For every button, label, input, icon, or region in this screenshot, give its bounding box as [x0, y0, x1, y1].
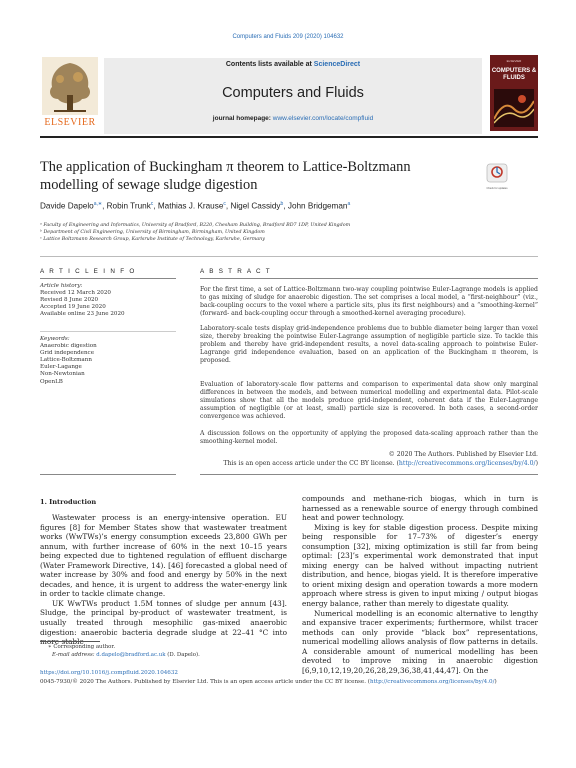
contents-line: [104, 61, 482, 68]
history-rule: [40, 331, 176, 332]
intro-paragraph: Numerical modelling is an economic alternative to lengthy and expansive tracer experiments; furthermore, whilst tracer methods can only provide “black box” representations, numerical modelling allows analysis of flow patterns in details. A considerable amount of numerical modelling has been devoted to improve mixing in anaerobic digestion [6,9,10,12,19,20,26,28,29,36,38,41,44,47]. On the: [302, 608, 538, 675]
keyword-item: Grid independence: [40, 350, 95, 357]
history-accepted: Accepted 19 June 2020: [40, 304, 106, 311]
author-affiliation-mark[interactable]: a,∗: [93, 201, 103, 207]
history-online: Available online 23 June 2020: [40, 311, 125, 318]
author-affiliation-mark[interactable]: c: [223, 201, 226, 207]
author-name[interactable]: Davide Dapelo: [40, 201, 94, 211]
abstract-rule: [200, 278, 538, 279]
doi-link[interactable]: https://doi.org/10.1016/j.compfluid.2020.104632: [40, 670, 178, 676]
article-title: [40, 158, 460, 194]
email-label: E-mail address:: [52, 652, 97, 658]
homepage-link[interactable]: www.elsevier.com/locate/compfluid: [272, 115, 374, 122]
affiliation-c: ᶜ Lattice Boltzmann Research Group, Karlsruhe Institute of Technology, Karlsruhe, Germany: [40, 237, 265, 242]
article-info-rule: [40, 278, 176, 279]
affiliation-b: ᵇ Department of Civil Engineering, University of Birmingham, Birmingham, United Kingdom: [40, 230, 265, 235]
cover-title: COMPUTERS & FLUIDS: [491, 68, 537, 81]
journal-title: Computers and Fluids: [222, 85, 364, 101]
author-affiliation-mark[interactable]: a: [347, 201, 351, 207]
author-list: Davide Dapelo$^{a,∗}$, Robin Trunk$^c$, Mathias J. Krause$^c$, Nigel Cassidy$^b$, John Bridgeman$^a$: [40, 201, 351, 211]
cover-publisher-tag: ELSEVIER: [506, 59, 522, 63]
check-for-updates-label: Check for updates: [486, 187, 508, 190]
footnote-rule: [40, 641, 100, 642]
homepage-line: [104, 115, 482, 122]
elsevier-logo[interactable]: [40, 55, 100, 132]
footer-license-link[interactable]: http://creativecommons.org/licenses/by/4.0/: [369, 679, 495, 685]
author-affiliation-mark[interactable]: c: [150, 201, 154, 207]
abstract-copyright: © 2020 The Authors. Published by Elsevier Ltd.: [388, 451, 538, 458]
author-affiliation-mark[interactable]: b: [280, 201, 284, 207]
abstract-paragraph-4: A discussion follows on the opportunity of applying the proposed data-scaling approach rather than the smoothing-kernel model.: [200, 430, 538, 446]
title-line-1: The application of Buckingham π theorem to Lattice-Boltzmann: [40, 159, 411, 175]
abstract-paragraph-2: Laboratory-scale tests display grid-independence problems due to bubble diameter being larger than voxel size, thereby breaking the pointwise Euler-Lagrange assumption of negligible particle size. To tackle this problem and thereby have grid-independent results, a novel data-scaling approach to pointwise Euler-Lagrange grid independence evaluation, based on an application of the Buckingham π theorem, is proposed.: [200, 325, 538, 365]
license-suffix: ): [535, 460, 538, 467]
cover-artwork: [494, 89, 534, 127]
keyword-item: OpenLB: [40, 378, 63, 385]
sciencedirect-link[interactable]: ScienceDirect: [313, 61, 361, 68]
history-received: Received 12 March 2020: [40, 290, 111, 297]
check-for-updates-badge[interactable]: [486, 163, 508, 189]
article-history: [40, 283, 176, 318]
keywords: [40, 336, 176, 386]
author-name[interactable]: Mathias J. Krause: [157, 201, 224, 211]
publisher-name: ELSEVIER: [44, 117, 96, 128]
journal-cover[interactable]: [490, 55, 538, 131]
header-rule: [40, 136, 538, 138]
intro-paragraph: compounds and methane-rich biogas, which in turn is harnessed as a renewable source of energy through combined heat and power technology.: [302, 494, 538, 523]
homepage-prefix: journal homepage:: [212, 115, 273, 122]
article-info-heading: A R T I C L E I N F O: [40, 268, 137, 275]
intro-left-column: [40, 513, 287, 647]
author-name[interactable]: John Bridgeman: [287, 201, 348, 211]
intro-paragraph: UK WwTWs product 1.5M tonnes of sludge per annum [43]. Sludge, the principal by-product of wastewater treatment, is usually treated through mesophilic gas-mixed anaerobic digestion: anaerobic bacteria degrade sludge at 22–41 °C into: [40, 598, 287, 637]
history-label: Article history:: [40, 283, 83, 289]
article-info-bottom-rule: [40, 474, 176, 475]
intro-right-column: [302, 494, 538, 675]
email-suffix: (D. Dapelo).: [165, 652, 200, 658]
abstract-paragraph-1: For the first time, a set of Lattice-Boltzmann two-way coupling pointwise Euler-Lagrange models is applied to gas mixing of sludge for anaerobic digestion. The set comprises a local model, a “first-neighbour” (viz., back-coupling occurs to the voxel where a particle sits, plus its first neighbours) and a “smoothing-kernel” (forward- and back-coupling occur through a smoothed-kernel averaging procedure).: [200, 286, 538, 318]
intro-paragraph: Mixing is key for stable digestion process. Despite mixing being responsible for 17–73% of digester’s energy consumption [32], mixing optimization is still far from being optimal: [23]’s experimental work demonstrated that input mixing energy can be halved without impacting nutrient distribution, and hence, biogas yield. It is therefore imperative to orient mixing design and operation towards a more modern approach where stress is given to input mixing / output biogas energy balance, rather than merely to digestate quality.: [302, 522, 538, 609]
keyword-item: Lattice-Boltzmann: [40, 357, 92, 364]
affiliation-rule: [40, 256, 538, 257]
keyword-item: Anaerobic digestion: [40, 343, 97, 350]
keyword-item: Non-Newtonian: [40, 371, 85, 378]
abstract-heading: A B S T R A C T: [200, 268, 272, 275]
section-heading-introduction: 1. Introduction: [40, 498, 97, 506]
license-prefix: This is an open access article under the CC BY license. (: [223, 460, 399, 467]
intro-paragraph: Wastewater process is an energy-intensive operation. EU figures [8] for Member States show that wastewater treatment works (WwTWs)’s energy consumption exceeds 23,800 GWh per annum, with further increase of 60% in the next 10–15 years being expected due to tightened regulation of effluent discharge (Water Framework Directive, 14). [46] forecasted a global need of water increase by 30% and food and energy by 50% in the next decades, and hence, it is urgent to address the water-energy link in order to tackle climate change.: [40, 513, 287, 599]
footer-license-text: 0045-7930/© 2020 The Authors. Published by Elsevier Ltd. This is an open access article under the CC BY license. (: [40, 679, 370, 685]
abstract-paragraph-3: Evaluation of laboratory-scale flow patterns and comparison to experimental data show only marginal differences in between the models, and between numerical modelling and experimental data. Pilot-scale simulations show that all the models produce grid-independent, coherent data if the Euler-Lagrange assumption of negligible (or at least, small) particle size is recovered. In both cases, a second-order convergence was achieved.: [200, 381, 538, 421]
contents-prefix: Contents lists available at: [225, 61, 314, 68]
author-name[interactable]: Nigel Cassidy: [230, 201, 281, 211]
license-link[interactable]: http://creativecommons.org/licenses/by/4.0/: [398, 460, 536, 467]
keyword-item: Euler-Lagange: [40, 364, 82, 371]
corresponding-author-note: ∗ Corresponding author.: [48, 644, 116, 650]
title-line-2: modelling of sewage sludge digestion: [40, 177, 258, 193]
abstract-bottom-rule: [200, 474, 538, 475]
author-name[interactable]: Robin Trunk: [106, 201, 151, 211]
email-link[interactable]: d.dapelo@bradford.ac.uk: [96, 652, 166, 658]
check-for-updates-icon: [486, 163, 508, 183]
keywords-label: Keywords:: [40, 336, 70, 342]
affiliation-a: ᵃ Faculty of Engineering and Informatics, University of Bradford, B220, Chesham Building, Bradford BD7 1DP, United Kingdom: [40, 223, 351, 228]
email-note: [52, 652, 200, 658]
footer-license-suffix: ): [494, 679, 497, 685]
history-revised: Revised 8 June 2020: [40, 297, 99, 304]
journal-reference[interactable]: Computers and Fluids 209 (2020) 104632: [232, 34, 344, 40]
abstract-license: [200, 460, 538, 468]
footer-license: [40, 679, 497, 685]
